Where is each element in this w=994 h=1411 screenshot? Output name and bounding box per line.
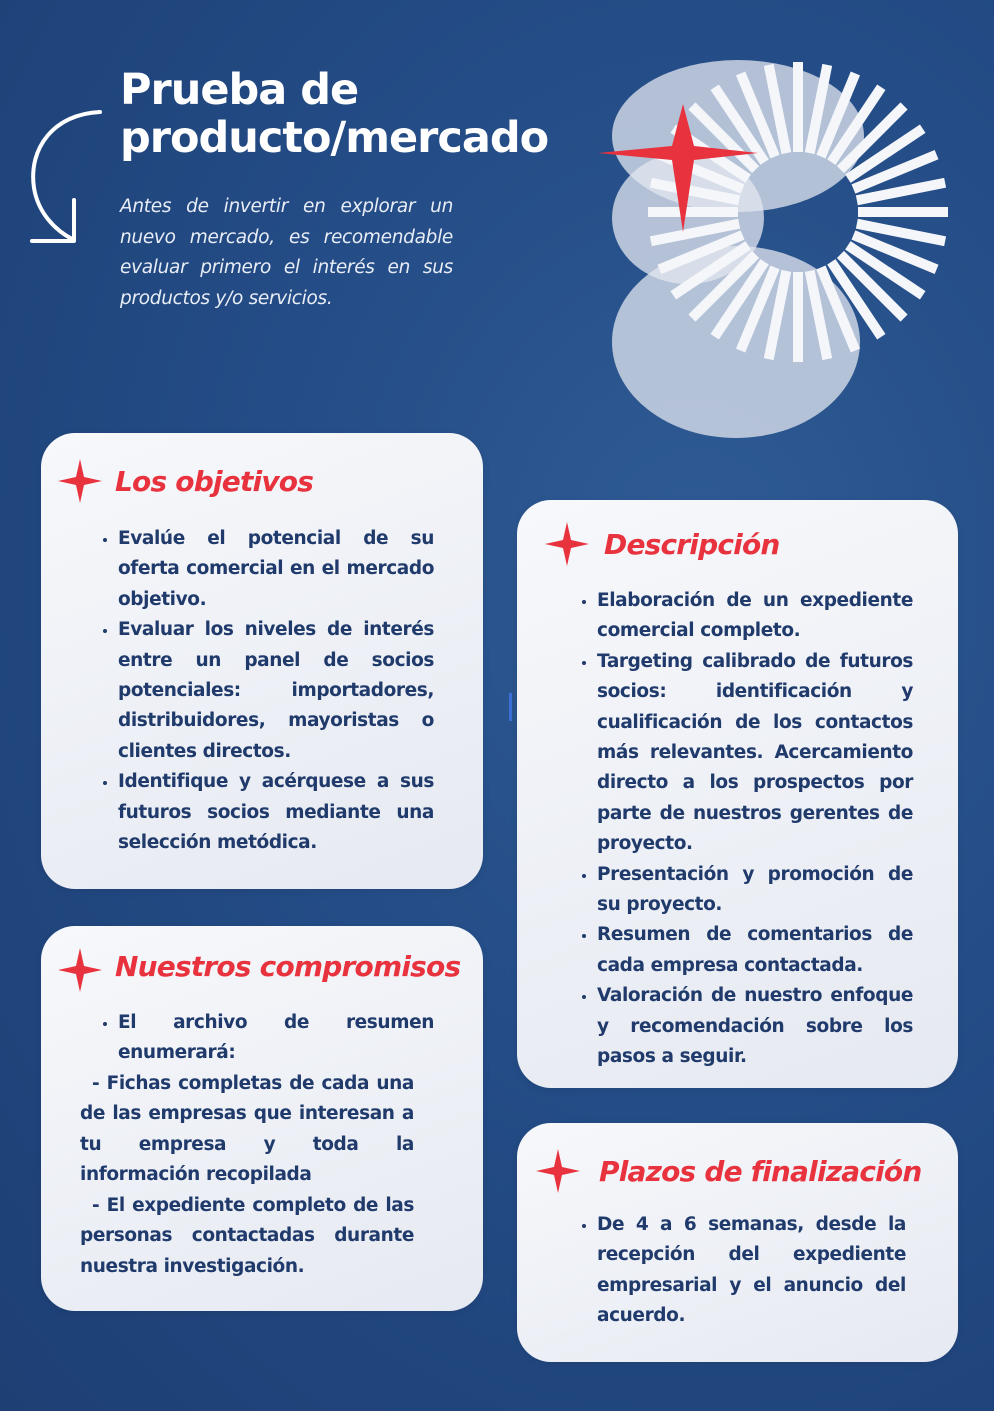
objetivos-card [41, 433, 483, 889]
curved-arrow-icon [24, 108, 104, 248]
list-item: • Presentación y promoción de su proyecto. [597, 860, 913, 921]
compromisos-card [41, 926, 483, 1311]
list-item: • Identifique y acérquese a sus futuros socios mediante una selección metódica. [118, 767, 434, 858]
list-item: • Valoración de nuestro enfoque y recomendación sobre los pasos a seguir. [597, 981, 913, 1072]
list-item: • Resumen de comentarios de cada empresa contactada. [597, 920, 913, 981]
list-item: • Evaluar los niveles de interés entre un panel de socios potenciales: importadores, distribuidores, mayoristas o clientes directos. [118, 615, 434, 767]
objetivos-title: Los objetivos [115, 465, 314, 498]
objetivos-list [98, 524, 434, 858]
title-line-1: Prueba de [120, 65, 359, 115]
plazos-list [577, 1210, 906, 1332]
compromisos-title: Nuestros compromisos [115, 950, 461, 983]
star-icon [56, 946, 104, 994]
compromisos-paragraph-2: - El expediente completo de las personas contactadas durante nuestra investigación. [80, 1195, 414, 1277]
intro-paragraph: Antes de invertir en explorar un nuevo mercado, es recomendable evaluar primero el interés en sus productos y/o servicios. [120, 196, 453, 309]
list-item: • El archivo de resumen enumerará: [118, 1008, 434, 1069]
descripcion-title: Descripción [604, 528, 780, 561]
descripcion-card [517, 500, 958, 1088]
star-icon [56, 457, 104, 505]
list-item: • Evalúe el potencial de su oferta comercial en el mercado objetivo. [118, 524, 434, 615]
list-item: • De 4 a 6 semanas, desde la recepción del expediente empresarial y el anuncio del acuerdo. [597, 1210, 906, 1332]
plazos-title: Plazos de finalización [599, 1155, 922, 1188]
descripcion-list [577, 586, 913, 1073]
star-icon [534, 1147, 582, 1195]
list-item: • Targeting calibrado de futuros socios: identificación y cualificación de los contactos más relevantes. Acercamiento directo a los prospectos por parte de nuestros gerentes de proyecto. [597, 647, 913, 860]
decorative-sunburst [588, 36, 968, 446]
compromisos-paragraph-1: - Fichas completas de cada una de las empresas que interesan a tu empresa y toda la información recopilada [80, 1073, 414, 1186]
plazos-card [517, 1123, 958, 1362]
sunburst-icon [648, 62, 948, 362]
star-icon [543, 520, 591, 568]
text-cursor [509, 693, 512, 721]
compromisos-list [98, 1008, 434, 1069]
page-title [120, 66, 548, 162]
list-item: • Elaboración de un expediente comercial completo. [597, 586, 913, 647]
title-line-2: producto/mercado [120, 113, 549, 163]
